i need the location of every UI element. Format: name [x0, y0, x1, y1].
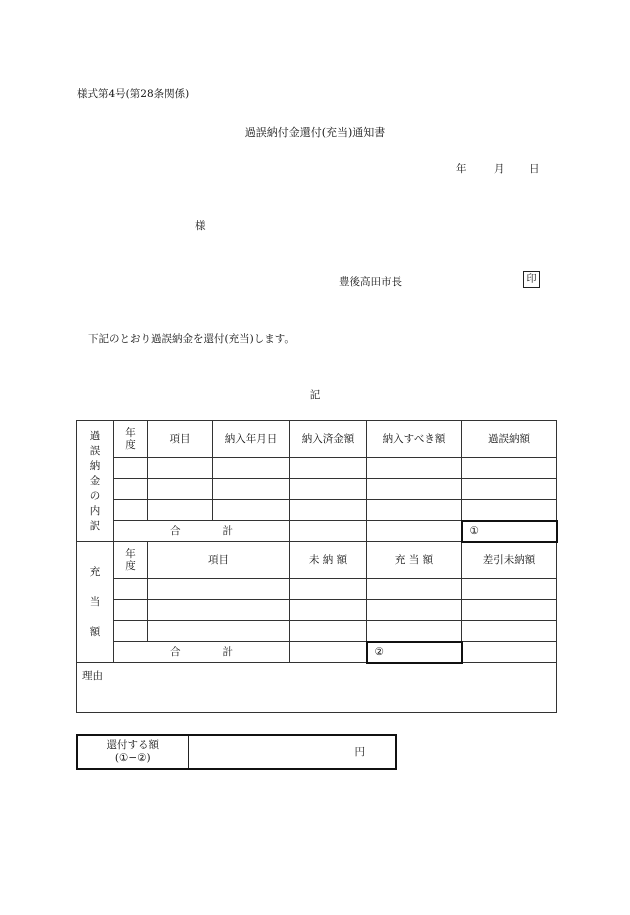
addressee-suffix: 様: [195, 220, 206, 232]
appropriation-row: [77, 600, 557, 621]
overpayment-side-label: 過 誤 納 金 の 内 訳: [77, 421, 114, 542]
overpayment-row: [77, 500, 557, 521]
form-number: 様式第4号(第28条関係): [77, 88, 190, 100]
date-year-label: 年: [456, 163, 467, 175]
overpayment-total-label: 合 計: [114, 521, 290, 542]
reason-row: [77, 663, 557, 713]
overpayment-row: [77, 479, 557, 500]
col-balance: 差引未納額: [462, 542, 557, 579]
overpayment-row: [77, 458, 557, 479]
col-payment-date: 納入年月日: [213, 421, 290, 458]
reason-label: 理由: [82, 669, 103, 682]
appropriation-total-row: [77, 642, 557, 663]
refund-amount-unit: 円: [354, 745, 365, 758]
seal-mark: 印: [523, 271, 540, 288]
col-fiscal-year: 年 度: [114, 542, 148, 579]
refund-amount-box: [76, 734, 397, 770]
col-over-amount: 過誤納額: [462, 421, 557, 458]
appropriation-row: [77, 621, 557, 642]
overpayment-header-row: [77, 421, 557, 458]
appropriation-header-row: [77, 542, 557, 579]
col-fiscal-year: 年 度: [114, 421, 148, 458]
col-item: 項目: [148, 542, 290, 579]
col-paid-amount: 納入済金額: [290, 421, 367, 458]
appropriation-row: [77, 579, 557, 600]
date-month-label: 月: [494, 163, 505, 175]
col-unpaid: 未 納 額: [290, 542, 367, 579]
appropriation-total-cell: ②: [367, 642, 462, 663]
refund-amount-label: 還付する額 (①−②): [77, 735, 188, 769]
col-due-amount: 納入すべき額: [367, 421, 462, 458]
body-text: 下記のとおり過誤納金を還付(充当)します。: [88, 333, 295, 345]
ki-heading: 記: [309, 389, 321, 401]
document-title: 過誤納付金還付(充当)通知書: [244, 126, 386, 139]
date-day-label: 日: [529, 163, 540, 175]
details-table: [76, 420, 558, 713]
reason-cell: [77, 663, 557, 713]
col-appropriated: 充 当 額: [367, 542, 462, 579]
overpayment-total-row: [77, 521, 557, 542]
issuer-name: 豊後高田市長: [339, 276, 402, 288]
appropriation-total-label: 合 計: [114, 642, 290, 663]
overpayment-total-cell: ①: [462, 521, 557, 542]
appropriation-side-label: 充 当 額: [77, 542, 114, 663]
col-item: 項目: [148, 421, 213, 458]
